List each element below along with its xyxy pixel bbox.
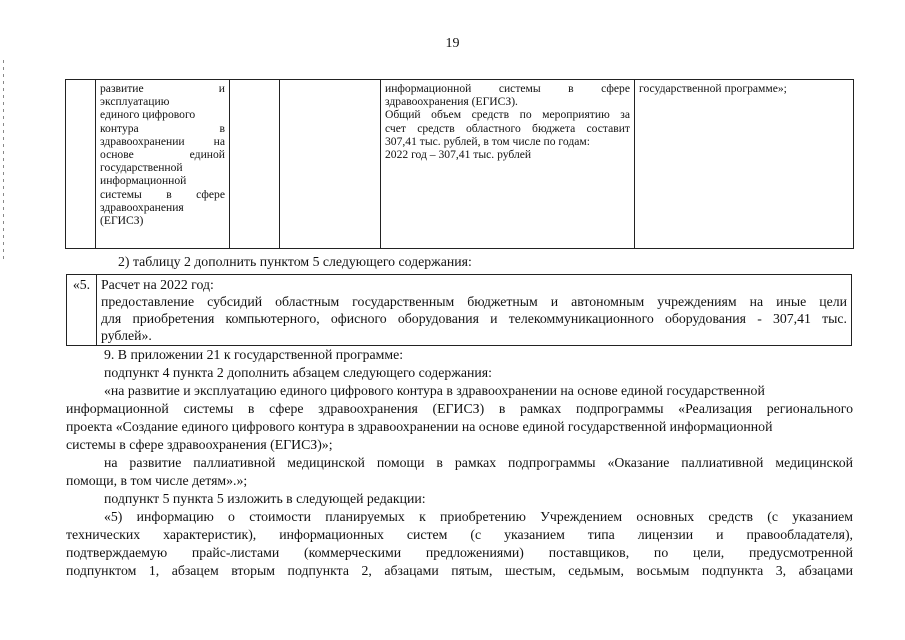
cell-line: единого цифрового [100,108,196,122]
cell-line: системы в сфере [100,187,225,201]
cell-line: эксплуатацию [100,95,170,109]
body-line: технических характеристик), информационных систем (с указанием типа лицензии и правообладателя), [66,527,853,542]
continuation-table [65,79,854,249]
body-line: информационной системы в сфере здравоохранения (ЕГИСЗ) в рамках подпрограммы «Реализация регионального [66,401,853,416]
body-line: подтверждаемую прайс-листами (коммерческими предложениями) поставщиков, по цели, предусмотренной [66,545,853,560]
table-row [66,80,854,249]
body-line: помощи, в том числе детям».»; [66,473,248,488]
row-line: предоставление субсидий областным государственным бюджетным и автономным учреждениям на иные цели [101,294,847,309]
cell-line: (ЕГИСЗ) [100,214,144,228]
cell-line: здравоохранения [100,200,184,214]
cell-line: 307,41 тыс. рублей, в том числе по годам: [385,134,590,148]
row-content [97,275,852,346]
cell-line: информационной [100,174,187,188]
page-number: 19 [445,36,460,51]
cell-line: 2022 год – 307,41 тыс. рублей [385,148,532,162]
body-line: 9. В приложении 21 к государственной программе: [104,347,404,362]
cell-line: контура в [100,121,225,135]
row-line: Расчет на 2022 год: [101,277,214,292]
cell-line: развитие и [100,82,225,95]
cell-line: информационной системы в сфере [385,82,630,95]
body-line: подпунктом 1, абзацем вторым подпункта 2, абзацами пятым, шестым, седьмым, восьмым подпункта 3, абзацами [66,563,853,578]
cell-line: Общий объем средств по мероприятию за [385,108,630,122]
table-cell-empty [280,80,381,249]
table-cell-empty [230,80,280,249]
table-cell-note [635,80,854,249]
cell-line: государственной программе»; [639,82,787,95]
table-cell-description [381,80,635,249]
table-row [67,275,852,346]
table-cell-event [96,80,230,249]
table-cell-number [66,80,96,249]
body-line: «5) информацию о стоимости планируемых к приобретению Учреждением основных средств (с указанием [104,509,853,524]
cell-line: здравоохранении на [100,134,225,148]
row-line: рублей». [101,328,152,343]
body-line: подпункт 5 пункта 5 изложить в следующей редакции: [104,491,426,506]
body-line: системы в сфере здравоохранения (ЕГИСЗ)»; [66,437,333,452]
body-line: на развитие паллиативной медицинской помощи в рамках подпрограммы «Оказание паллиативной медицинской [104,455,853,470]
paragraph-table2: 2) таблицу 2 дополнить пунктом 5 следующего содержания: [118,254,472,269]
cell-line: государственной [100,161,183,175]
body-line: проекта «Создание единого цифрового контура в здравоохранении на основе единой государственной информационной [66,419,773,434]
scan-edge-mark [3,60,4,260]
row-number: «5. [67,275,97,346]
row-line: для приобретения компьютерного, офисного оборудования и телекоммуникационного оборудования - 307,41 тыс. [101,311,847,326]
body-line: подпункт 4 пункта 2 дополнить абзацем следующего содержания: [104,365,492,380]
cell-line: основе единой [100,148,225,162]
cell-line: счет средств областного бюджета составит [385,121,630,135]
cell-line: здравоохранения (ЕГИСЗ). [385,95,518,109]
body-line: «на развитие и эксплуатацию единого цифрового контура в здравоохранении на основе единой государственной [104,383,765,398]
item-5-table [66,274,852,346]
